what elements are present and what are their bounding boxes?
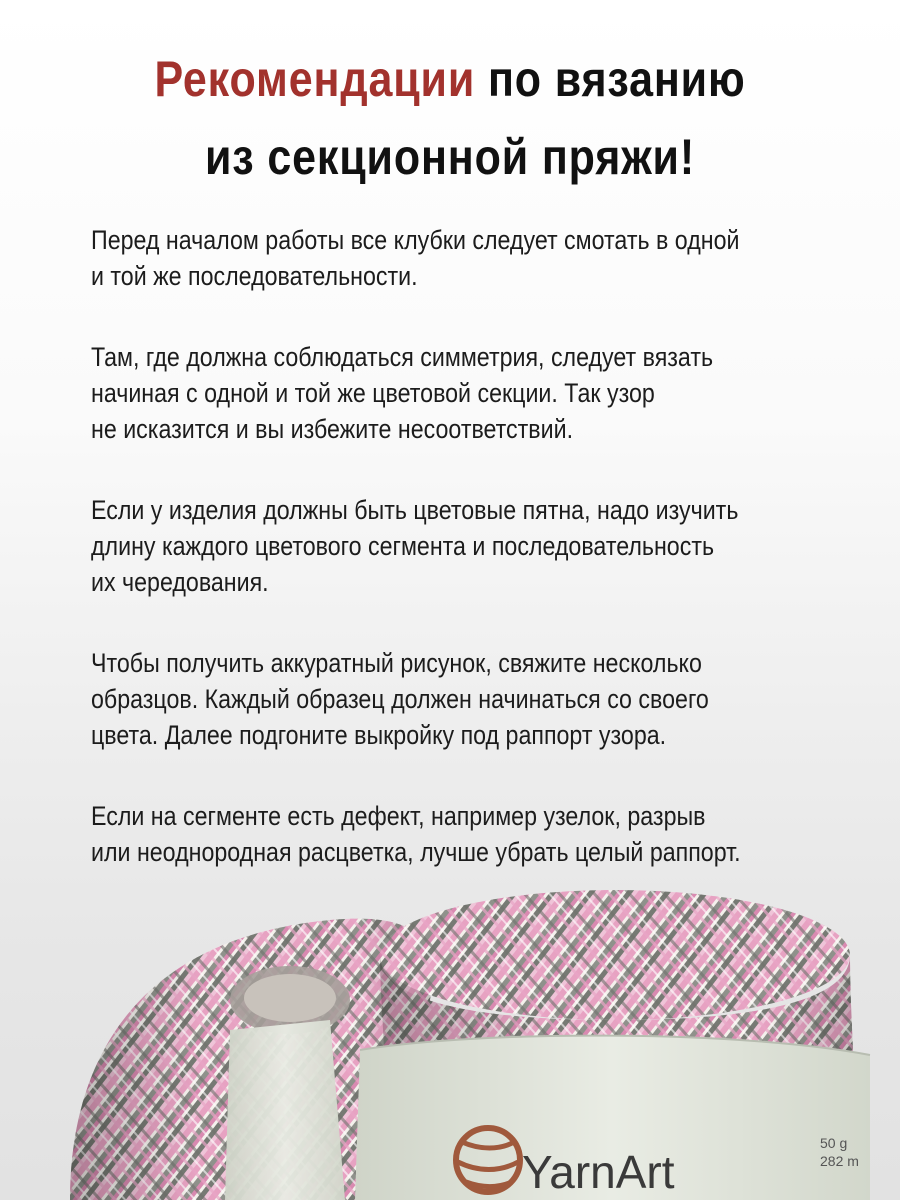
paragraph-line: не исказится и вы избежите несоответствий. — [91, 414, 574, 444]
yarn-skeins-illustration — [0, 880, 900, 1200]
paragraph-line: Перед началом работы все клубки следует смотать в одной — [91, 225, 740, 255]
skein-length: 282 m — [820, 1153, 859, 1169]
paragraph-line: образцов. Каждый образец должен начинаться со своего — [91, 684, 709, 714]
title-line-1 — [63, 40, 837, 118]
title-line-2: из секционной пряжи! — [204, 129, 696, 185]
yarn-product-image — [0, 880, 900, 1200]
paragraph-line: или неоднородная расцветка, лучше убрать целый раппорт. — [91, 837, 741, 867]
brand-logo-text: YarnArt — [522, 1146, 675, 1198]
paragraph-line: цвета. Далее подгоните выкройку под раппорт узора. — [91, 720, 667, 750]
title-accent-word: Рекомендации — [154, 51, 476, 107]
paragraph-line: длину каждого цветового сегмента и последовательность — [91, 531, 715, 561]
paragraph-5 — [91, 798, 831, 870]
skein-weight: 50 g — [820, 1135, 848, 1151]
paragraph-line: Если на сегменте есть дефект, например узелок, разрыв — [91, 801, 706, 831]
paragraph-4 — [91, 645, 831, 753]
paragraph-line: Если у изделия должны быть цветовые пятна, надо изучить — [91, 495, 739, 525]
paragraph-1 — [91, 222, 831, 294]
page-title — [63, 40, 837, 196]
paragraph-line: Там, где должна соблюдаться симметрия, следует вязать — [91, 342, 714, 372]
title-rest-line-1: по вязанию — [475, 51, 746, 107]
paragraph-line: и той же последовательности. — [91, 261, 418, 291]
paragraph-2 — [91, 339, 831, 447]
paragraph-line: начиная с одной и той же цветовой секции. Так узор — [91, 378, 655, 408]
paragraph-line: их чередования. — [91, 567, 269, 597]
paragraph-3 — [91, 492, 831, 600]
paragraph-line: Чтобы получить аккуратный рисунок, свяжите несколько — [91, 648, 702, 678]
recommendations-text — [91, 222, 831, 915]
